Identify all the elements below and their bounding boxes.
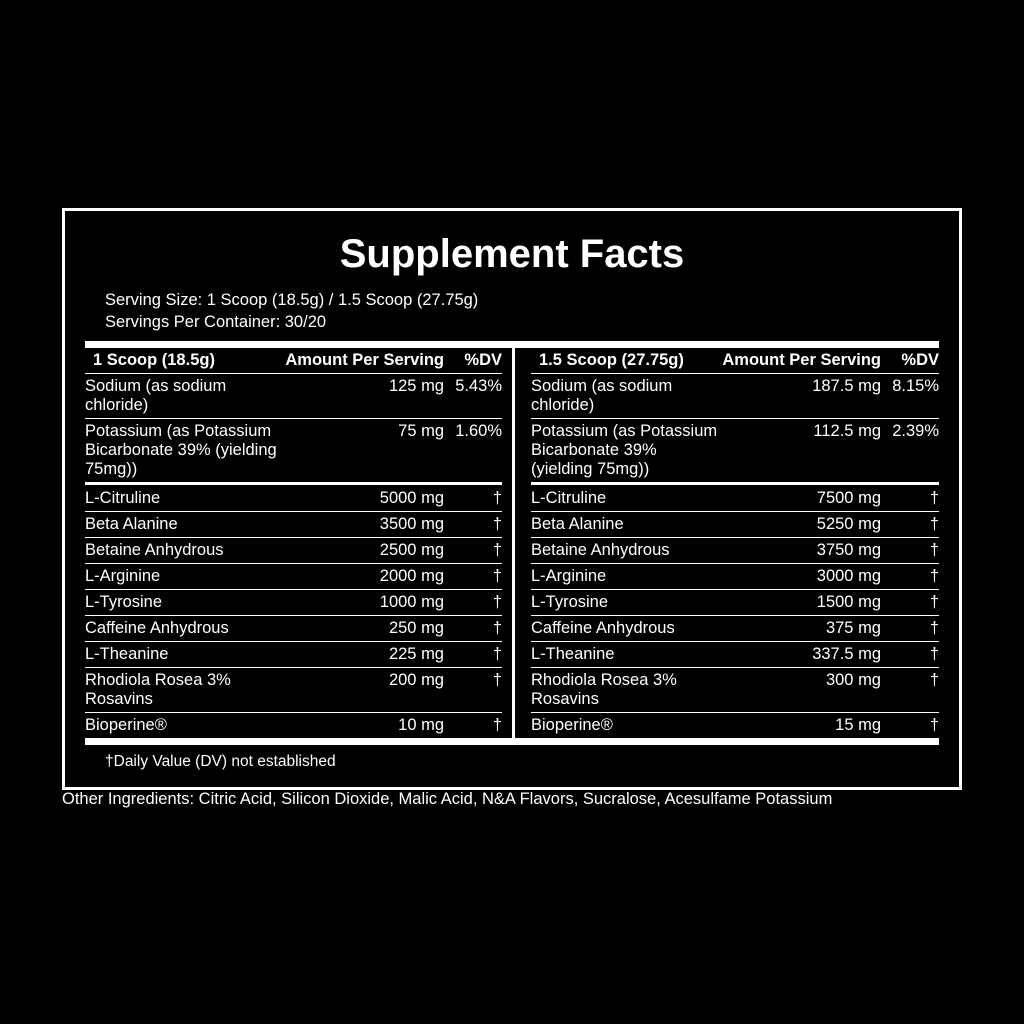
ingredient-name-line1: Rhodiola Rosea 3% <box>85 671 231 689</box>
divider-top <box>85 341 939 348</box>
ingredient-name <box>531 668 722 713</box>
ingredient-daily-value: † <box>881 538 939 564</box>
ingredient-name-line1: Beta Alanine <box>85 515 178 533</box>
facts-table-header <box>85 348 502 374</box>
ingredient-name-line1: Rhodiola Rosea 3% <box>531 671 677 689</box>
table-row <box>531 713 939 739</box>
ingredient-daily-value: † <box>444 713 502 739</box>
ingredient-daily-value: † <box>881 713 939 739</box>
facts-column-1-scoop <box>85 348 512 738</box>
table-row <box>85 512 502 538</box>
table-row <box>531 564 939 590</box>
serving-info <box>85 289 939 333</box>
facts-table-1point5-scoop <box>531 348 939 738</box>
ingredient-name-line1: L-Arginine <box>85 567 161 585</box>
ingredient-name <box>531 713 722 739</box>
ingredient-name <box>85 713 285 739</box>
ingredient-name-line2: Rosavins <box>85 690 153 708</box>
table-row <box>85 668 502 713</box>
ingredient-name <box>85 590 285 616</box>
ingredient-name <box>531 484 722 512</box>
divider-bottom <box>85 738 939 745</box>
table-row <box>531 668 939 713</box>
ingredient-amount: 10 mg <box>285 713 444 739</box>
ingredient-name-line1: L-Tyrosine <box>531 593 609 611</box>
supplement-facts-panel <box>62 208 962 790</box>
ingredient-name-line2: Bicarbonate 39% (yielding 75mg)) <box>531 441 657 478</box>
ingredient-daily-value: † <box>881 616 939 642</box>
ingredient-name-line1: L-Tyrosine <box>85 593 163 611</box>
ingredient-daily-value: † <box>444 564 502 590</box>
ingredient-amount: 112.5 mg <box>722 419 881 484</box>
ingredient-amount: 337.5 mg <box>722 642 881 668</box>
ingredient-amount: 250 mg <box>285 616 444 642</box>
header-serving-size: 1.5 Scoop (27.75g) <box>539 351 684 369</box>
table-row <box>531 374 939 419</box>
ingredient-name-line1: Betaine Anhydrous <box>85 541 224 559</box>
ingredient-name <box>531 642 722 668</box>
serving-size-text: Serving Size: 1 Scoop (18.5g) / 1.5 Scoop (27.75g) <box>105 291 479 309</box>
table-row <box>85 616 502 642</box>
ingredient-name-line2: Bicarbonate 39% (yielding 75mg)) <box>85 441 277 478</box>
ingredient-daily-value: 1.60% <box>444 419 502 484</box>
ingredient-name <box>85 484 285 512</box>
ingredient-name-line1: Potassium (as Potassium <box>85 422 272 440</box>
ingredient-amount: 375 mg <box>722 616 881 642</box>
ingredient-amount: 1000 mg <box>285 590 444 616</box>
ingredient-name <box>85 419 285 484</box>
header-percent-dv: %DV <box>901 351 939 369</box>
daily-value-footnote: †Daily Value (DV) not established <box>105 753 336 770</box>
ingredient-amount: 15 mg <box>722 713 881 739</box>
table-row <box>531 484 939 512</box>
ingredient-name-line1: Sodium (as sodium chloride) <box>531 377 673 414</box>
facts-column-1point5-scoop <box>512 348 939 738</box>
ingredient-name-line1: Potassium (as Potassium <box>531 422 718 440</box>
page-title: Supplement Facts <box>339 232 685 276</box>
facts-table-header <box>531 348 939 374</box>
servings-per-container-text: Servings Per Container: 30/20 <box>105 313 327 331</box>
table-row <box>85 564 502 590</box>
header-amount-per-serving: Amount Per Serving <box>722 351 881 369</box>
ingredient-amount: 2500 mg <box>285 538 444 564</box>
facts-columns <box>85 348 939 738</box>
ingredient-daily-value: † <box>881 590 939 616</box>
header-percent-dv: %DV <box>464 351 502 369</box>
ingredient-daily-value: † <box>444 484 502 512</box>
ingredient-daily-value: 8.15% <box>881 374 939 419</box>
ingredient-amount: 75 mg <box>285 419 444 484</box>
table-row <box>85 484 502 512</box>
ingredient-amount: 1500 mg <box>722 590 881 616</box>
ingredient-daily-value: † <box>881 642 939 668</box>
other-ingredients-text: Other Ingredients: Citric Acid, Silicon Dioxide, Malic Acid, N&A Flavors, Sucralose, Acesulfame Potassium <box>62 790 833 808</box>
table-row <box>85 419 502 484</box>
ingredient-name <box>85 538 285 564</box>
ingredient-amount: 300 mg <box>722 668 881 713</box>
ingredient-daily-value: † <box>881 484 939 512</box>
ingredient-daily-value: † <box>881 512 939 538</box>
ingredient-name-line1: Beta Alanine <box>531 515 624 533</box>
ingredient-amount: 2000 mg <box>285 564 444 590</box>
table-row <box>531 512 939 538</box>
header-serving-size: 1 Scoop (18.5g) <box>93 351 215 369</box>
ingredient-name-line1: L-Theanine <box>531 645 615 663</box>
table-row <box>85 374 502 419</box>
ingredient-name-line1: Caffeine Anhydrous <box>85 619 229 637</box>
table-row <box>85 713 502 739</box>
ingredient-daily-value: 2.39% <box>881 419 939 484</box>
ingredient-daily-value: † <box>881 668 939 713</box>
ingredient-name-line1: Sodium (as sodium chloride) <box>85 377 227 414</box>
ingredient-name <box>531 538 722 564</box>
ingredient-amount: 187.5 mg <box>722 374 881 419</box>
ingredient-daily-value: † <box>444 668 502 713</box>
ingredient-daily-value: † <box>881 564 939 590</box>
ingredient-amount: 3500 mg <box>285 512 444 538</box>
ingredient-name-line1: L-Theanine <box>85 645 169 663</box>
ingredient-name <box>85 616 285 642</box>
ingredient-amount: 3000 mg <box>722 564 881 590</box>
ingredient-amount: 225 mg <box>285 642 444 668</box>
table-row <box>531 642 939 668</box>
ingredient-amount: 3750 mg <box>722 538 881 564</box>
ingredient-name-line1: L-Arginine <box>531 567 607 585</box>
ingredient-name-line1: Bioperine® <box>85 716 167 734</box>
ingredient-name <box>531 374 722 419</box>
ingredient-daily-value: † <box>444 538 502 564</box>
facts-table-1-scoop <box>85 348 502 738</box>
ingredient-name-line1: L-Citruline <box>85 489 161 507</box>
ingredient-name <box>531 564 722 590</box>
ingredient-name-line1: Caffeine Anhydrous <box>531 619 675 637</box>
ingredient-name-line2: Rosavins <box>531 690 599 708</box>
table-row <box>531 590 939 616</box>
ingredient-name-line1: L-Citruline <box>531 489 607 507</box>
ingredient-name-line1: Bioperine® <box>531 716 613 734</box>
ingredient-amount: 5000 mg <box>285 484 444 512</box>
ingredient-daily-value: † <box>444 642 502 668</box>
ingredient-amount: 125 mg <box>285 374 444 419</box>
ingredient-daily-value: † <box>444 512 502 538</box>
ingredient-amount: 5250 mg <box>722 512 881 538</box>
table-row <box>85 642 502 668</box>
table-row <box>531 538 939 564</box>
ingredient-name <box>531 590 722 616</box>
table-row <box>85 590 502 616</box>
table-row <box>85 538 502 564</box>
ingredient-name <box>85 374 285 419</box>
ingredient-name <box>85 512 285 538</box>
table-row <box>531 419 939 484</box>
ingredient-name <box>531 616 722 642</box>
ingredient-name <box>531 419 722 484</box>
ingredient-daily-value: 5.43% <box>444 374 502 419</box>
header-amount-per-serving: Amount Per Serving <box>285 351 444 369</box>
ingredient-name <box>85 642 285 668</box>
ingredient-daily-value: † <box>444 616 502 642</box>
ingredient-amount: 200 mg <box>285 668 444 713</box>
ingredient-name <box>85 564 285 590</box>
ingredient-name <box>85 668 285 713</box>
ingredient-daily-value: † <box>444 590 502 616</box>
ingredient-name <box>531 512 722 538</box>
ingredient-name-line1: Betaine Anhydrous <box>531 541 670 559</box>
ingredient-amount: 7500 mg <box>722 484 881 512</box>
table-row <box>531 616 939 642</box>
